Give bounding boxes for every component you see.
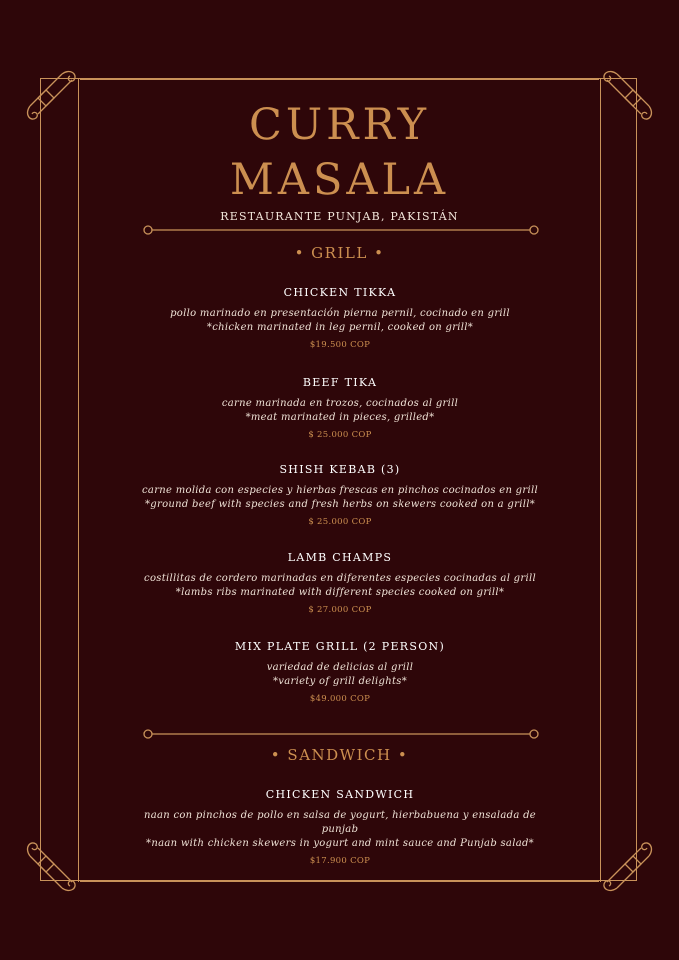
menu-item <box>140 286 540 350</box>
item-desc-en: *chicken marinated in leg pernil, cooked on grill* <box>206 322 474 333</box>
restaurant-subtitle: RESTAURANTE PUNJAB, PAKISTÁN <box>220 210 459 223</box>
item-price: $19.500 COP <box>309 340 371 350</box>
menu-item <box>140 640 540 704</box>
item-name: SHISH KEBAB (3) <box>279 463 401 476</box>
corner-ornament-icon <box>24 838 82 896</box>
item-price: $ 27.000 COP <box>308 605 372 615</box>
item-name: CHICKEN TIKKA <box>283 286 397 299</box>
corner-ornament-icon <box>597 838 655 896</box>
item-desc-es: costillitas de cordero marinadas en diferentes especies cocinadas al grill <box>144 573 536 584</box>
item-desc-es: carne marinada en trozos, cocinados al grill <box>221 398 459 409</box>
item-name: MIX PLATE GRILL (2 PERSON) <box>234 640 446 653</box>
item-desc-en: *lambs ribs marinated with different species cooked on grill* <box>175 587 505 598</box>
menu-item <box>140 463 540 527</box>
section-title-sandwich: • SANDWICH • <box>270 746 409 764</box>
item-desc-es: pollo marinado en presentación pierna pernil, cocinado en grill <box>170 308 510 319</box>
item-price: $17.900 COP <box>309 856 371 866</box>
divider-ornament-icon <box>143 225 539 235</box>
item-price: $ 25.000 COP <box>308 517 372 527</box>
item-name: BEEF TIKA <box>302 376 378 389</box>
item-desc-es: naan con pinchos de pollo en salsa de yogurt, hierbabuena y ensalada de punjab <box>143 810 537 835</box>
section-title-grill: • GRILL • <box>294 244 385 262</box>
restaurant-name-line2: MASALA <box>229 155 450 205</box>
item-name: LAMB CHAMPS <box>287 551 393 564</box>
item-price: $ 25.000 COP <box>308 430 372 440</box>
item-price: $49.000 COP <box>309 694 371 704</box>
restaurant-name-line1: CURRY <box>249 100 430 150</box>
item-desc-en: *ground beef with species and fresh herbs on skewers cooked on a grill* <box>144 499 535 510</box>
menu-item <box>140 788 540 866</box>
divider-ornament-icon <box>143 729 539 739</box>
frame-bottom-line <box>80 881 599 882</box>
item-desc-en: *variety of grill delights* <box>272 676 408 687</box>
item-desc-es: carne molida con especies y hierbas frescas en pinchos cocinados en grill <box>142 485 538 496</box>
item-name: CHICKEN SANDWICH <box>265 788 415 801</box>
item-desc-en: *naan with chicken skewers in yogurt and mint sauce and Punjab salad* <box>146 838 534 849</box>
item-desc-es: variedad de delicias al grill <box>266 662 414 673</box>
menu-item <box>140 376 540 440</box>
frame-top-line <box>80 79 599 80</box>
menu-item <box>140 551 540 615</box>
item-desc-en: *meat marinated in pieces, grilled* <box>245 412 435 423</box>
